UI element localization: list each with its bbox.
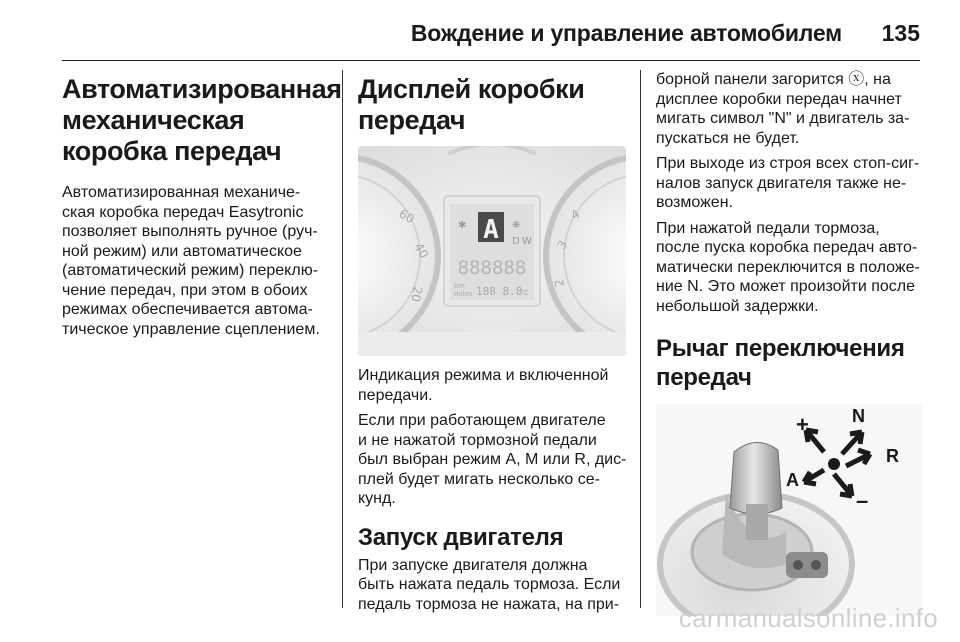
- text-line: и не нажатой тормозной педали: [358, 431, 597, 449]
- continued-paragraph: [656, 70, 924, 148]
- text-line: налов запуск двигателя также не-: [656, 174, 907, 192]
- display-miles: miles: [454, 290, 473, 298]
- text-line: педаль тормоза не нажата, на при-: [358, 595, 620, 613]
- figure-caption: [358, 366, 628, 405]
- svg-text:✱: ✱: [458, 220, 467, 231]
- display-d: D: [512, 236, 520, 247]
- column-divider: [640, 70, 641, 608]
- display-unit: °C: [520, 289, 529, 297]
- svg-text:4: 4: [568, 206, 583, 223]
- text-line: пускаться не будет.: [656, 129, 800, 147]
- shift-plus-label: +: [796, 412, 809, 437]
- display-km: km: [454, 282, 465, 290]
- column-divider: [342, 70, 343, 608]
- text-line: При нажатой педали тормоза,: [656, 219, 880, 237]
- text-line: тическое управление сцеплением.: [62, 320, 320, 338]
- column-2: [358, 70, 628, 620]
- text-line: ной режим) или автоматическое: [62, 242, 302, 260]
- display-small: 188 8.8: [476, 285, 523, 298]
- section-heading: Дисплей коробки передач: [358, 74, 585, 135]
- engine-start-paragraph: [358, 556, 628, 615]
- running-title: Вождение и управление автомобилем: [410, 20, 842, 46]
- text-line: (автоматический режим) переклю-: [62, 262, 319, 279]
- text-line: был выбран режим A, M или R, дис-: [358, 451, 627, 468]
- gear-lever-figure: [656, 404, 922, 616]
- shift-minus-label: –: [856, 488, 869, 513]
- subsection-heading: Запуск двигателя: [358, 523, 564, 551]
- text-line: мигать символ "N" и двигатель за-: [656, 110, 910, 127]
- svg-text:60: 60: [396, 206, 417, 227]
- watermark: carmanualsonline.info: [678, 603, 938, 633]
- text-line: передачи.: [358, 386, 433, 404]
- text-line: кунд.: [358, 490, 396, 507]
- text-line: борной панели загорится ⓧ, на: [656, 71, 891, 88]
- svg-text:❋: ❋: [512, 220, 521, 231]
- svg-text:40: 40: [411, 240, 432, 261]
- display-w: W: [522, 236, 532, 247]
- text-line: Индикация режима и включенной: [358, 367, 609, 384]
- mode-paragraph: [358, 411, 628, 509]
- svg-text:2: 2: [551, 277, 567, 288]
- shift-a-label: A: [786, 470, 799, 490]
- text-line: Автоматизированная механиче-: [62, 184, 301, 201]
- svg-text:3: 3: [554, 237, 571, 252]
- column-1: [62, 70, 342, 345]
- text-line: позволяет выполнять ручное (руч-: [62, 223, 318, 240]
- header-rule: [62, 60, 920, 61]
- gearbox-display-figure: [358, 146, 626, 356]
- page-number: 135: [881, 20, 920, 46]
- display-digits: 888888: [457, 257, 527, 279]
- shift-r-label: R: [886, 446, 899, 466]
- display-letter: A: [483, 215, 499, 245]
- text-line: ние N. Это может произойти после: [656, 278, 916, 295]
- column-3: [656, 70, 924, 616]
- text-line: режимах обеспечивается автома-: [62, 301, 313, 318]
- text-line: возможен.: [656, 194, 733, 211]
- text-line: При выходе из строя всех стоп-сиг-: [656, 155, 920, 172]
- text-line: плей будет мигать несколько се-: [358, 470, 600, 488]
- intro-paragraph: [62, 183, 330, 339]
- text-line: дисплее коробки передач начнет: [656, 90, 902, 108]
- text-line: ская коробка передач Easytronic: [62, 203, 304, 221]
- text-line: Если при работающем двигателе: [358, 412, 606, 429]
- section-heading: Рычаг переключения передач: [656, 335, 905, 391]
- page-header: [0, 0, 960, 62]
- text-line: после пуска коробка передач авто-: [656, 239, 918, 256]
- text-line: быть нажата педаль тормоза. Если: [358, 576, 621, 593]
- brake-lights-paragraph: [656, 154, 924, 213]
- neutral-paragraph: [656, 219, 924, 317]
- text-line: небольшой задержки.: [656, 297, 819, 315]
- text-line: При запуске двигателя должна: [358, 556, 588, 574]
- shift-n-label: N: [852, 406, 865, 426]
- svg-text:20: 20: [408, 285, 425, 303]
- text-line: матически переключится в положе-: [656, 258, 920, 276]
- text-line: чение передач, при этом в обоих: [62, 281, 308, 299]
- section-heading: Автоматизированная механическая коробка передач: [62, 74, 342, 166]
